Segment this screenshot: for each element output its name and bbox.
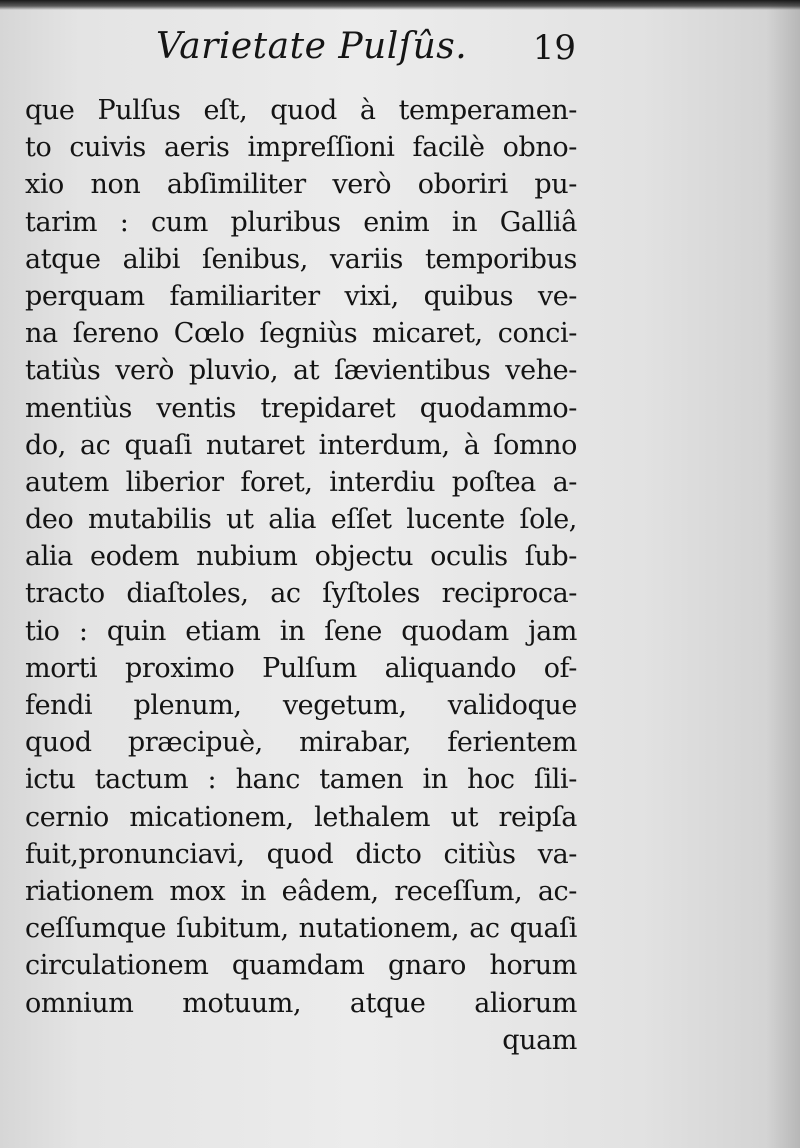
text-line: riationem mox in eâdem, receſſum, ac- [25, 875, 577, 907]
page-number: 19 [532, 28, 576, 68]
page-top-edge [0, 0, 800, 10]
text-line: ceſſumque ſubitum, nutationem, ac quaſi [25, 913, 577, 945]
page-gutter-shadow [766, 0, 800, 1148]
body-text [25, 92, 577, 1059]
text-line: xio non abſimiliter verò oboriri pu- [25, 169, 577, 201]
text-line: alia eodem nubium objectu oculis ſub- [25, 541, 577, 573]
text-line: morti proximo Pulſum aliquando of- [25, 652, 577, 684]
text-line: ictu tactum : hanc tamen in hoc ſili- [25, 764, 577, 796]
text-line: cernio micationem, lethalem ut reipſa [25, 801, 577, 833]
text-line: na ſereno Cœlo ſegniùs micaret, conci- [25, 318, 577, 350]
page-header [150, 24, 580, 74]
text-line: mentiùs ventis trepidaret quodammo- [25, 392, 577, 424]
text-line: circulationem quamdam gnaro horum [25, 950, 577, 982]
text-line: tio : quin etiam in ſene quodam jam [25, 615, 577, 647]
text-line: to cuivis aeris impreſſioni facilè obno- [25, 132, 577, 164]
text-line: fendi plenum, vegetum, validoque [25, 690, 577, 721]
catchword: quam [502, 1024, 577, 1056]
text-line: omnium motuum, atque aliorum [25, 987, 577, 1019]
text-line: tarim : cum pluribus enim in Galliâ [25, 206, 577, 238]
text-line: quod præcipuè, mirabar, ferientem [25, 727, 577, 759]
text-line: tatiùs verò pluvio, at ſævientibus vehe- [25, 355, 577, 387]
running-title: Varietate Pulſûs. [156, 26, 468, 67]
text-line: que Pulſus eſt, quod à temperamen- [25, 95, 577, 126]
text-line: do, ac quaſi nutaret interdum, à ſomno [25, 429, 577, 461]
text-line: tracto diaſtoles, ac ſyſtoles reciproca- [25, 578, 577, 610]
text-line: deo mutabilis ut alia eſſet lucente ſole, [25, 504, 577, 536]
text-line: fuit,pronunciavi, quod dicto citiùs va- [25, 838, 577, 870]
text-line: atque alibi ſenibus, variis temporibus [25, 243, 577, 275]
text-line: autem liberior foret, interdiu poſtea a- [25, 466, 577, 498]
text-line: perquam familiariter vixi, quibus ve- [25, 280, 577, 312]
